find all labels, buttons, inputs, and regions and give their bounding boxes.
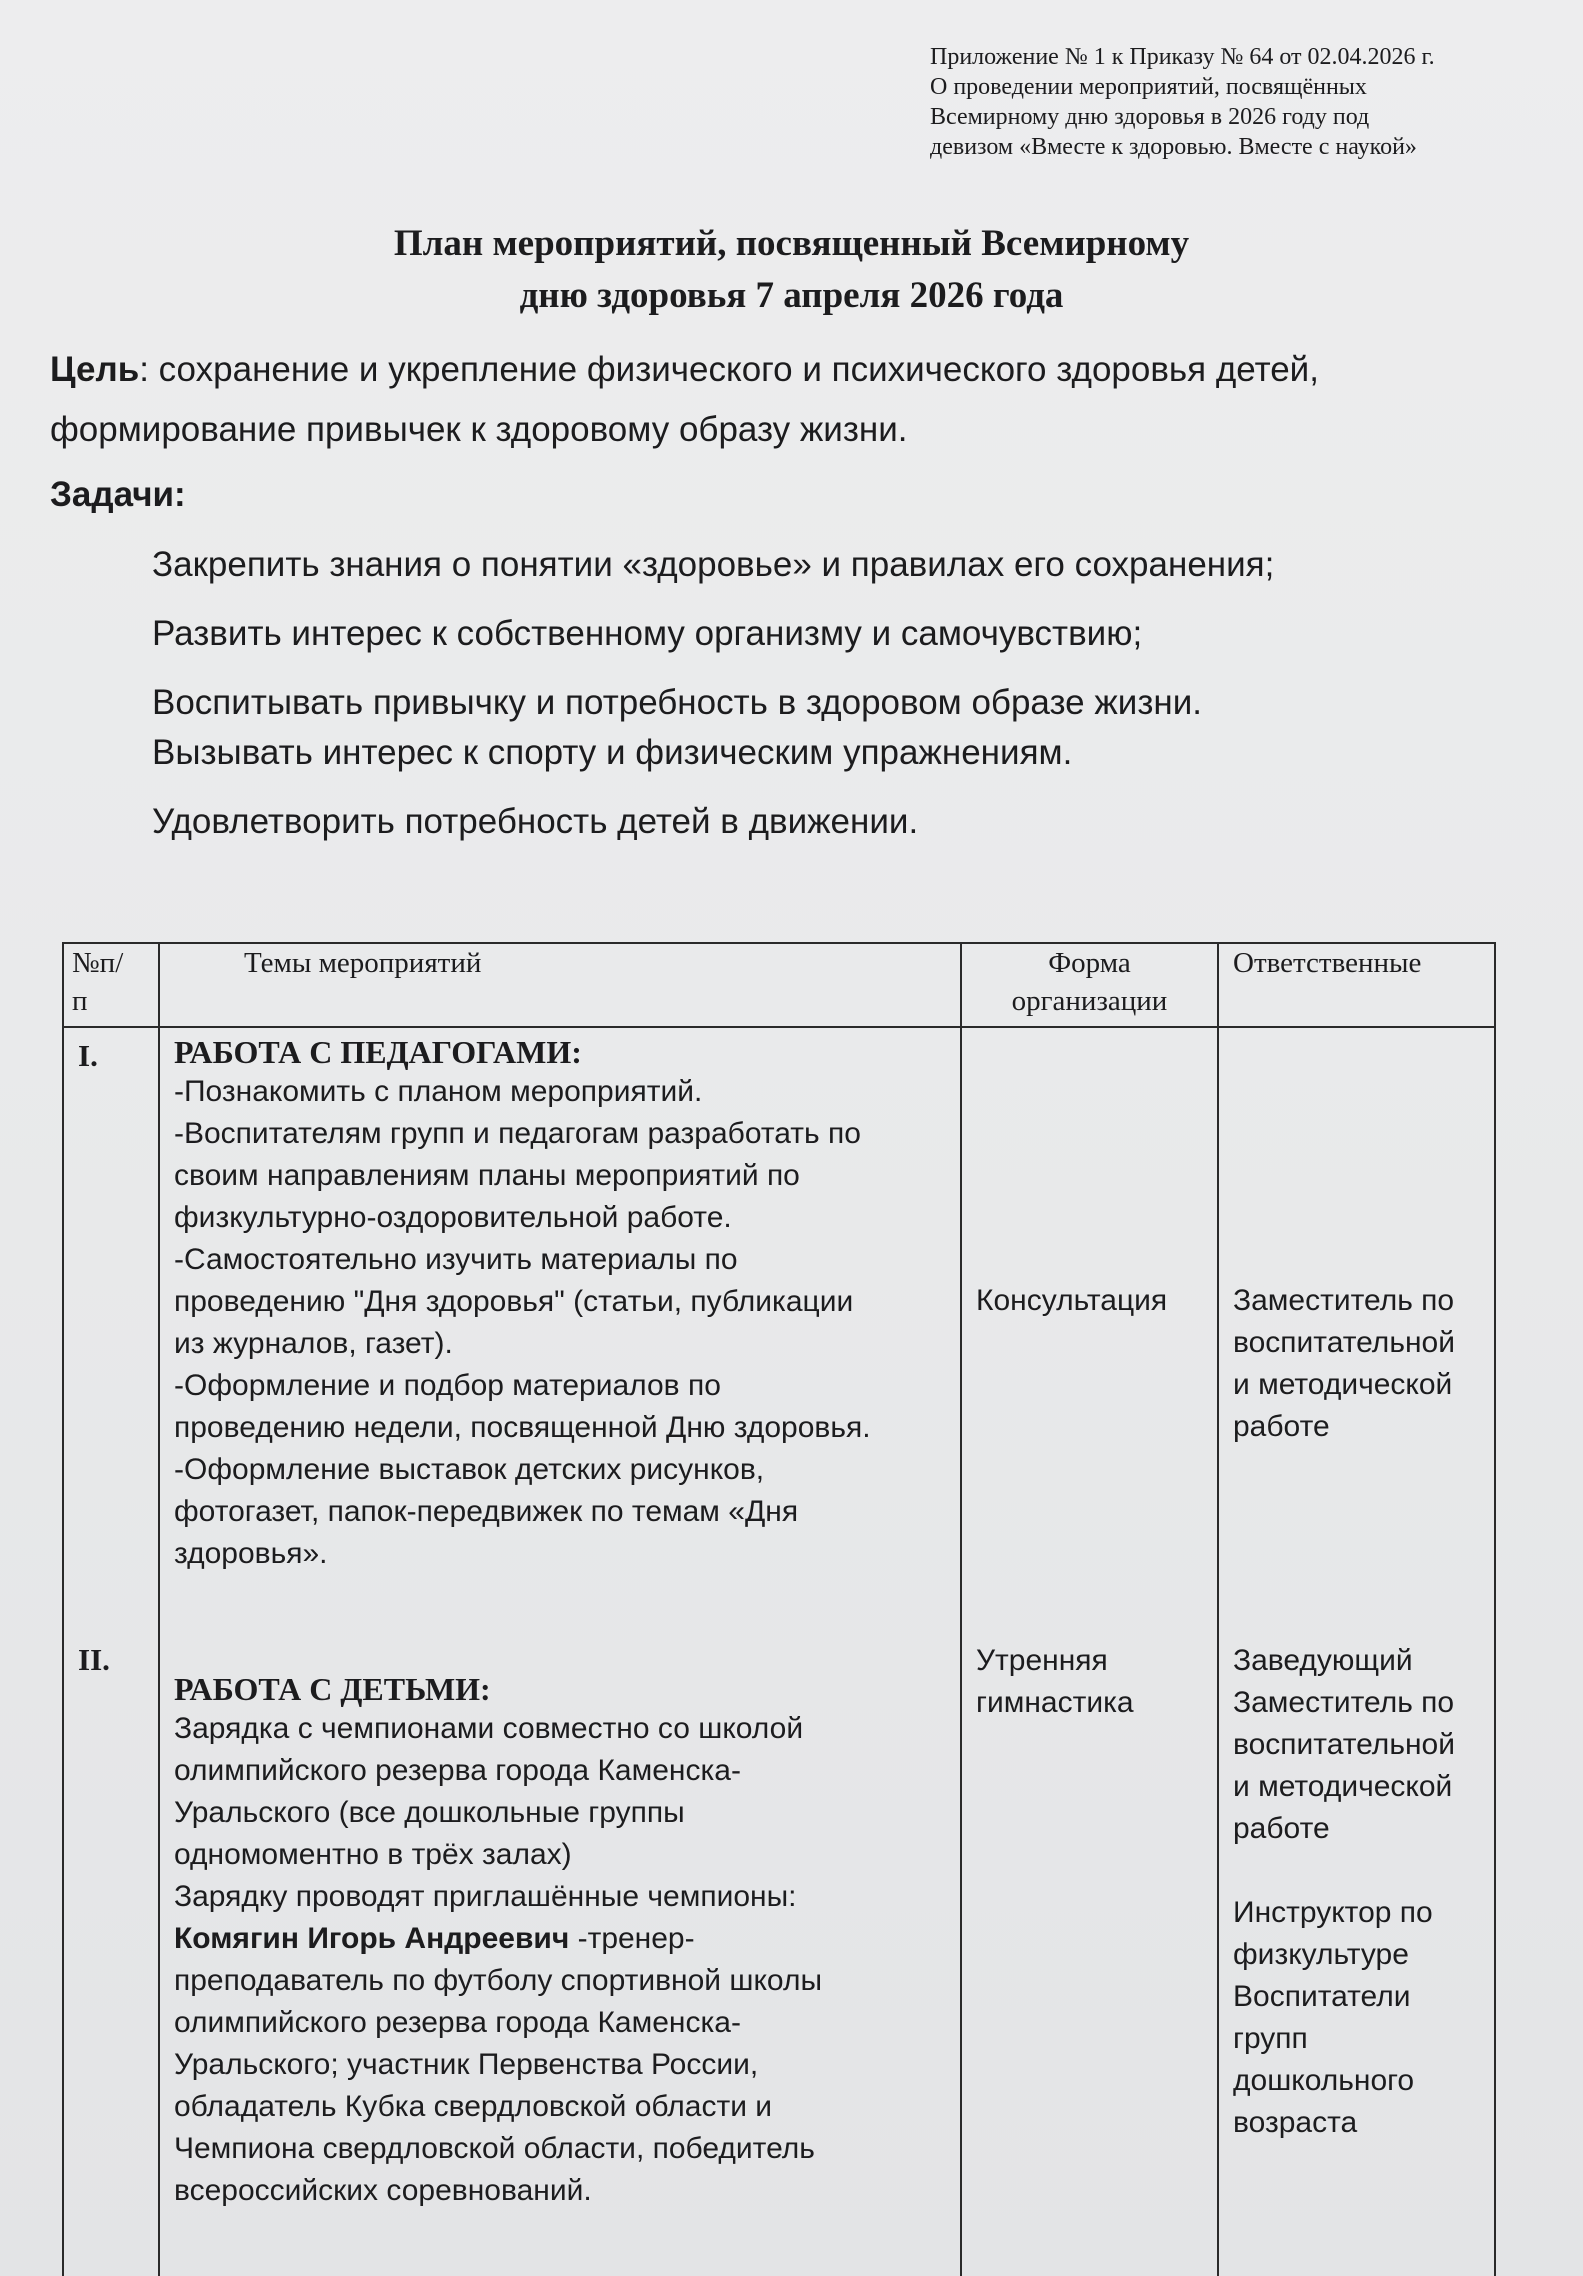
row-topics-cell	[159, 1027, 961, 2276]
responsible-line: работе	[1233, 1812, 1330, 1845]
header-topics: Темы мероприятий	[159, 943, 961, 1027]
row-form-cell	[961, 1027, 1218, 2276]
appendix-line-1: Приложение № 1 к Приказу № 64 от 02.04.2026 г.	[930, 44, 1435, 70]
champion-name: Комягин Игорь Андреевич	[174, 1922, 570, 1955]
responsible-line: возраста	[1233, 2106, 1358, 2139]
responsible-line: работе	[1233, 1410, 1330, 1443]
activity-line: Уральского (все дошкольные группы	[174, 1796, 685, 1829]
responsible-line: и методической	[1233, 1770, 1453, 1803]
task-item: Развить интерес к собственному организму и самочувствию;	[152, 614, 1143, 653]
activity-line: фотогазет, папок-передвижек по темам «Дня	[174, 1495, 799, 1528]
header-form-line-2: организации	[1011, 985, 1168, 1017]
responsible-line: физкультуре	[1233, 1938, 1409, 1971]
appendix-header	[930, 42, 1550, 162]
activity-line: проведению "Дня здоровья" (статьи, публикации	[174, 1285, 854, 1318]
responsible-children-b	[1233, 1892, 1494, 2144]
children-activities	[174, 1708, 960, 2212]
responsible-line: и методической	[1233, 1368, 1453, 1401]
form-line: гимнастика	[976, 1686, 1134, 1719]
row-num-cell	[63, 1027, 159, 2276]
responsible-children-a	[1233, 1640, 1494, 1850]
activity-line: одномоментно в трёх залах)	[174, 1838, 572, 1871]
table-row	[63, 1027, 1495, 2276]
tasks-label: Задачи	[50, 475, 175, 514]
activity-line: Уральского; участник Первенства России,	[174, 2048, 759, 2081]
goal-label: Цель	[50, 350, 140, 389]
table-header-row	[63, 943, 1495, 1027]
goal-paragraph	[50, 340, 1550, 460]
activity-line: -Самостоятельно изучить материалы по	[174, 1243, 738, 1276]
section-teachers-title: РАБОТА С ПЕДАГОГАМИ:	[174, 1034, 582, 1070]
section-children-title: РАБОТА С ДЕТЬМИ:	[174, 1671, 491, 1707]
activity-line: всероссийских соревнований.	[174, 2174, 592, 2207]
activity-line: олимпийского резерва города Каменска-	[174, 1754, 741, 1787]
row-responsible-cell	[1218, 1027, 1495, 2276]
task-item: Закрепить знания о понятии «здоровье» и правилах его сохранения;	[152, 545, 1275, 584]
responsible-line: Заместитель по	[1233, 1284, 1455, 1317]
responsible-line: Воспитатели	[1233, 1980, 1411, 2013]
goal-text-1: : сохранение и укрепление физического и психического здоровья детей,	[139, 350, 1319, 389]
task-item: Вызывать интерес к спорту и физическим упражнениям.	[152, 733, 1073, 772]
header-form-line-1: Форма	[1048, 947, 1131, 979]
header-form	[961, 943, 1218, 1027]
responsible-teachers	[1233, 1280, 1494, 1448]
form-line: Утренняя	[976, 1644, 1108, 1677]
activity-line: физкультурно-оздоровительной работе.	[174, 1201, 732, 1234]
champion-role: -тренер-	[569, 1922, 695, 1955]
activity-line: Зарядка с чемпионами совместно со школой	[174, 1712, 804, 1745]
row-num-i: I.	[78, 1038, 98, 1073]
tasks-heading	[50, 475, 186, 515]
appendix-line-3: Всемирному дню здоровья в 2026 году под	[930, 104, 1370, 130]
responsible-line: Инструктор по	[1233, 1896, 1433, 1929]
teachers-activities	[174, 1071, 960, 1575]
activity-line: Зарядку проводят приглашённые чемпионы:	[174, 1880, 797, 1913]
task-item: Удовлетворить потребность детей в движении.	[152, 802, 919, 841]
responsible-line: воспитательной	[1233, 1326, 1455, 1359]
activity-line: -Оформление выставок детских рисунков,	[174, 1453, 765, 1486]
activity-line: олимпийского резерва города Каменска-	[174, 2006, 741, 2039]
task-item: Воспитывать привычку и потребность в здоровом образе жизни.	[152, 683, 1202, 722]
activity-line: -Познакомить с планом мероприятий.	[174, 1075, 703, 1108]
title-line-2: дню здоровья 7 апреля 2026 года	[519, 275, 1064, 316]
activity-line: проведению недели, посвященной Дню здоровья.	[174, 1411, 871, 1444]
activity-line: Чемпиона свердловской области, победитель	[174, 2132, 815, 2165]
header-num-line-1: №п/	[72, 947, 124, 979]
form-morning-exercise	[976, 1640, 1217, 1724]
page-title	[0, 218, 1583, 322]
responsible-line: Заведующий	[1233, 1644, 1413, 1677]
tasks-colon: :	[174, 475, 186, 514]
activity-line: -Воспитателям групп и педагогам разработать по	[174, 1117, 861, 1150]
responsible-line: дошкольного	[1233, 2064, 1415, 2097]
header-responsible: Ответственные	[1218, 943, 1495, 1027]
appendix-line-2: О проведении мероприятий, посвящённых	[930, 74, 1367, 100]
activity-line: -Оформление и подбор материалов по	[174, 1369, 721, 1402]
goal-text-2: формирование привычек к здоровому образу жизни.	[50, 410, 908, 449]
header-num-line-2: п	[72, 985, 88, 1017]
activity-line: из журналов, газет).	[174, 1327, 453, 1360]
activity-line: своим направлениям планы мероприятий по	[174, 1159, 800, 1192]
events-table	[62, 942, 1496, 2276]
activity-line: преподаватель по футболу спортивной школы	[174, 1964, 823, 1997]
form-consultation: Консультация	[976, 1284, 1168, 1317]
champion-line	[174, 1918, 960, 1960]
responsible-line: Заместитель по	[1233, 1686, 1455, 1719]
appendix-line-4: девизом «Вместе к здоровью. Вместе с наукой»	[930, 134, 1417, 160]
activity-line: обладатель Кубка свердловской области и	[174, 2090, 773, 2123]
activity-line: здоровья».	[174, 1537, 328, 1570]
header-num	[63, 943, 159, 1027]
title-line-1: План мероприятий, посвященный Всемирному	[393, 223, 1190, 264]
responsible-line: воспитательной	[1233, 1728, 1455, 1761]
row-num-ii: II.	[78, 1642, 110, 1677]
responsible-line: групп	[1233, 2022, 1308, 2055]
